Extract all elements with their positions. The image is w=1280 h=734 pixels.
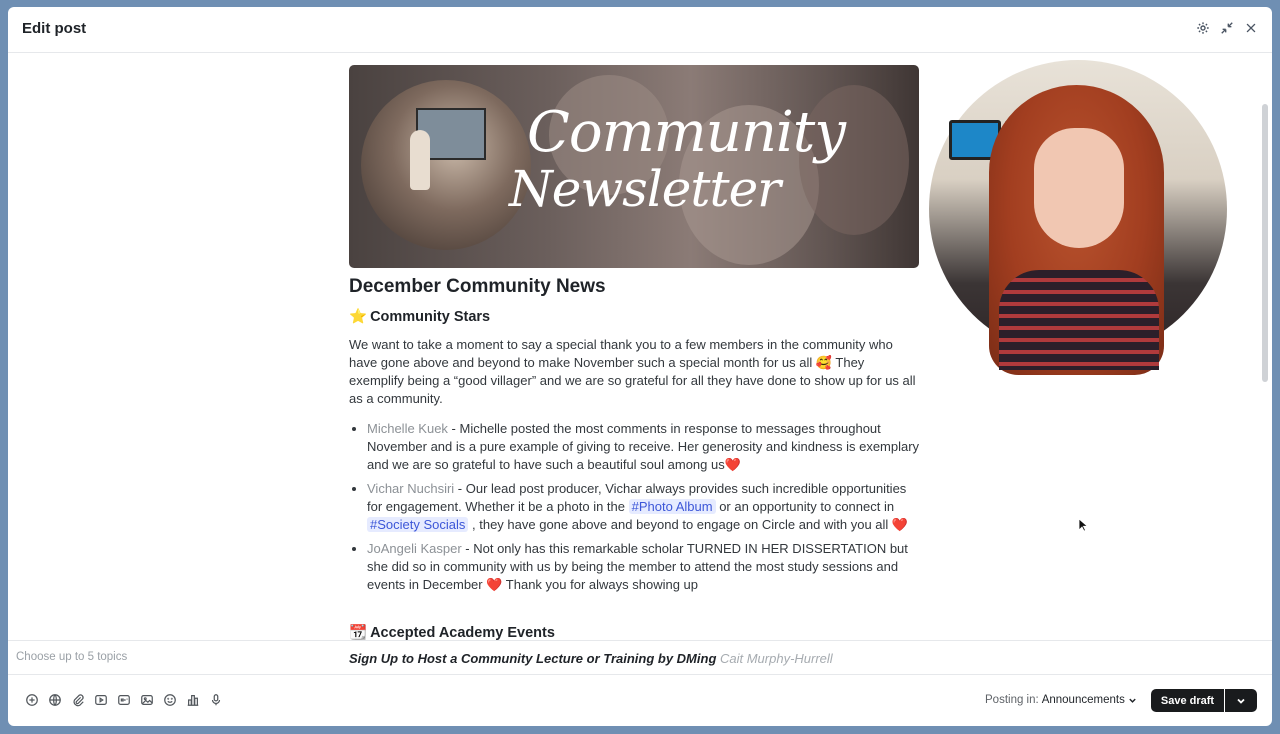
star-icon: ⭐ <box>349 309 368 325</box>
list-item-text: Thank you for always showing up <box>502 577 699 592</box>
gear-icon[interactable] <box>1196 21 1210 35</box>
space-tag[interactable]: #Society Socials <box>367 517 468 532</box>
intro-paragraph: We want to take a moment to say a special thank you to a few members in the community who have gone above and beyond to make November such a special month for us all 🥰 They exemplify being a “good villager” and we are so grateful for all they have done to show up for us all as a community. <box>349 337 916 406</box>
modal-header <box>8 7 1272 53</box>
chevron-down-icon <box>1236 696 1246 706</box>
list-item <box>367 420 921 474</box>
edit-post-modal <box>8 7 1272 726</box>
topics-input[interactable] <box>16 651 416 663</box>
list-item-text: - Our lead post producer, Vichar always provides such incredible opportunities for engagement. Whether it be a photo in the <box>367 481 907 514</box>
community-stars-list <box>367 420 921 594</box>
newsletter-banner-image <box>349 65 919 268</box>
poll-icon[interactable] <box>185 692 200 707</box>
member-mention[interactable]: JoAngeli Kasper <box>367 541 462 556</box>
mouse-cursor-icon <box>1078 518 1088 532</box>
list-item-text: or an opportunity to connect in <box>715 499 895 514</box>
list-item <box>367 540 921 594</box>
member-mention[interactable]: Vichar Nuchsiri <box>367 481 455 496</box>
embed-icon[interactable] <box>47 692 62 707</box>
banner-line-2: Newsletter <box>509 160 781 218</box>
presenter-face <box>1034 128 1124 248</box>
space-tag[interactable]: #Photo Album <box>629 499 716 514</box>
banner-presenter <box>410 130 430 190</box>
community-stars-heading-text: Community Stars <box>370 308 491 325</box>
emoji-icon[interactable] <box>162 692 177 707</box>
collapse-icon[interactable] <box>1220 21 1234 35</box>
post-content[interactable] <box>349 65 921 666</box>
scrollbar[interactable] <box>1262 104 1268 382</box>
space-name: Announcements <box>1041 694 1125 706</box>
add-icon[interactable] <box>24 692 39 707</box>
video-icon[interactable] <box>93 692 108 707</box>
member-mention[interactable]: Cait Murphy-Hurrell <box>720 651 833 666</box>
heart-icon: ❤️ <box>724 457 741 472</box>
microphone-icon[interactable] <box>208 692 223 707</box>
events-heading-text: Accepted Academy Events <box>370 624 555 641</box>
modal-title: Edit post <box>22 20 87 37</box>
posting-in-selector[interactable] <box>985 694 1137 706</box>
banner-line-1: Community <box>527 100 845 165</box>
banner-photo-circle <box>361 80 531 250</box>
presenter-shirt <box>999 270 1159 370</box>
gif-icon[interactable] <box>116 692 131 707</box>
posting-in-label: Posting in: <box>985 694 1039 706</box>
community-stars-heading <box>349 308 921 325</box>
toolbar-tools <box>24 692 223 707</box>
events-subheading-text: Sign Up to Host a Community Lecture or Training by DMing <box>349 651 720 666</box>
heart-icon: ❤️ <box>891 517 909 532</box>
events-heading <box>349 624 921 641</box>
save-draft-button[interactable]: Save draft <box>1151 689 1224 712</box>
close-icon[interactable] <box>1244 21 1258 35</box>
topics-bar <box>8 640 1272 675</box>
list-item-text: - Not only has this remarkable scholar TURNED IN HER DISSERTATION but she did so in community with us by being the member to attend the most study sessions and events in December <box>367 541 908 592</box>
chevron-down-icon <box>1128 696 1137 705</box>
attachment-icon[interactable] <box>70 692 85 707</box>
save-options-button[interactable] <box>1225 689 1257 712</box>
image-icon[interactable] <box>139 692 154 707</box>
list-item <box>367 480 921 534</box>
heart-icon: ❤️ <box>486 577 503 592</box>
member-mention[interactable]: Michelle Kuek <box>367 421 448 436</box>
list-item-text: - Michelle posted the most comments in response to messages throughout November and is a pure example of giving to receive. Her generosity and kindness is exemplary and we are so grateful to have such a beautiful soul among us <box>367 421 920 472</box>
calendar-icon: 📆 <box>349 625 368 641</box>
camera-video-bubble[interactable] <box>929 60 1227 358</box>
header-actions <box>1196 21 1258 35</box>
list-item-text: , they have gone above and beyond to engage on Circle and with you all <box>468 517 892 532</box>
post-editor-body[interactable] <box>8 54 1272 666</box>
composer-toolbar <box>8 675 1272 726</box>
post-title: December Community News <box>349 276 606 297</box>
